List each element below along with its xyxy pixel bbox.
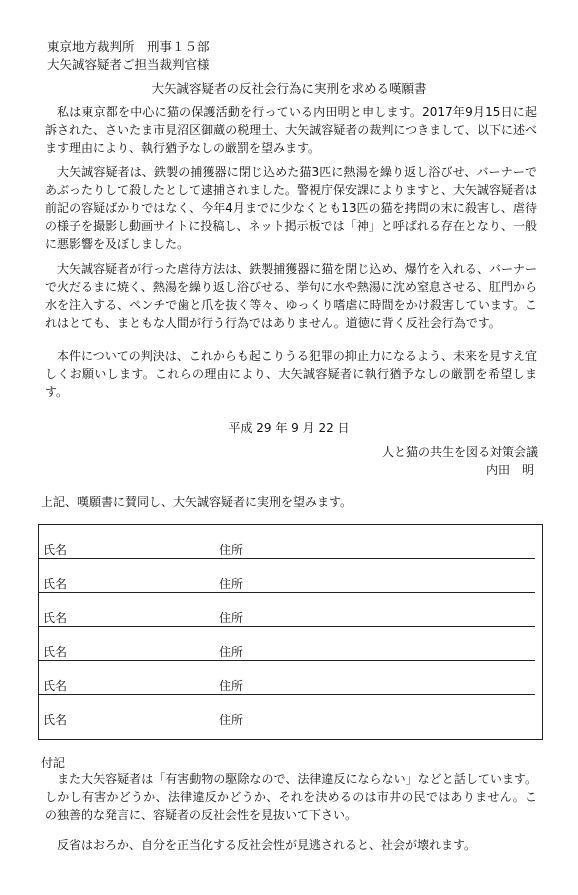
name-label: 氏名: [43, 645, 68, 659]
address-label: 住所: [219, 645, 244, 659]
note-paragraph-statement: また大矢容疑者は「有害動物の駆除なので、法律違反にならない」などと話しています。しかし有害かどうか、法律違反かどうか、それを決めるのは市井の民ではありません。この独善的な発言に、容疑者の反社会性を見抜いて下さい。: [45, 772, 537, 822]
name-label: 氏名: [43, 713, 68, 727]
paragraph-methods: 大矢誠容疑者が行った虐待方法は、鉄製捕獲器に猫を閉じ込め、爆竹を入れる、バーナーで火だるまに焼く、熱湯を繰り返し浴びせる、挙句に水や熱湯に沈め窒息させる、肛門から水を注入する、ペンチで歯と爪を抜く等々、ゆっくり嗜虐に時間をかけ殺害しています。これはとても、まともな人間が行う行為ではありません。道徳に背く反社会行為です。: [45, 262, 537, 330]
signer-name: 内田 明: [485, 463, 534, 477]
document-title: 大矢誠容疑者の反社会行為に実刑を求める嘆願書: [151, 81, 427, 96]
signature-row[interactable]: [39, 525, 544, 559]
name-label: 氏名: [43, 679, 68, 693]
organization-name: 人と猫の共生を図る対策会議: [381, 445, 538, 459]
address-label: 住所: [219, 577, 244, 591]
signature-row[interactable]: [39, 627, 544, 661]
name-label: 氏名: [43, 577, 68, 591]
court-name: 東京地方裁判所 刑事１５部: [47, 39, 210, 54]
judge-addressee: 大矢誠容疑者ご担当裁判官様: [47, 57, 210, 72]
paragraph-request: 本件についての判決は、これからも起こりうる犯罪の抑止力になるよう、未来を見すえ宜しくお願いします。これらの理由により、大矢誠容疑者に執行猶予なしの厳罰を希望します。: [45, 349, 537, 399]
paragraph-arrest: 大矢誠容疑者は、鉄製の捕獲器に閉じ込めた猫3匹に熱湯を繰り返し浴びせ、バーナーであぶったりして殺したとして逮捕されました。警視庁保安課によりますと、大矢誠容疑者は前記の容疑ばかりではなく、今年4月までに少なくとも13匹の猫を拷問の末に殺害し、虐待の様子を撮影し動画サイトに投稿し、ネット掲示板では「神」と呼ばれる存在となり、一般に悪影響を及ぼしました。: [45, 165, 538, 251]
address-label: 住所: [219, 713, 244, 727]
address-label: 住所: [219, 611, 244, 625]
endorsement-statement: 上記、嘆願書に賛同し、大矢誠容疑者に実刑を望みます。: [41, 495, 353, 509]
address-label: 住所: [219, 543, 244, 557]
signature-row[interactable]: [39, 661, 544, 695]
signature-row[interactable]: [39, 593, 544, 627]
note-paragraph-conclusion: 反省はおろか、自分を正当化する反社会性が見逃されると、社会が壊れます。: [57, 838, 477, 852]
signature-box: [38, 524, 543, 740]
note-heading: 付記: [41, 756, 66, 770]
paragraph-intro: 私は東京都を中心に猫の保護活動を行っている内田明と申します。2017年9月15日に起訴された、さいたま市見沼区御蔵の税理士、大矢誠容疑者の裁判につきまして、以下に述べます理由により、執行猶予なしの厳罰を望みます。: [45, 105, 537, 155]
name-label: 氏名: [43, 543, 68, 557]
name-label: 氏名: [43, 611, 68, 625]
address-label: 住所: [219, 679, 244, 693]
signature-row[interactable]: [39, 695, 544, 729]
signature-row[interactable]: [39, 559, 544, 593]
document-date: 平成 29 年 9 月 22 日: [228, 421, 350, 435]
